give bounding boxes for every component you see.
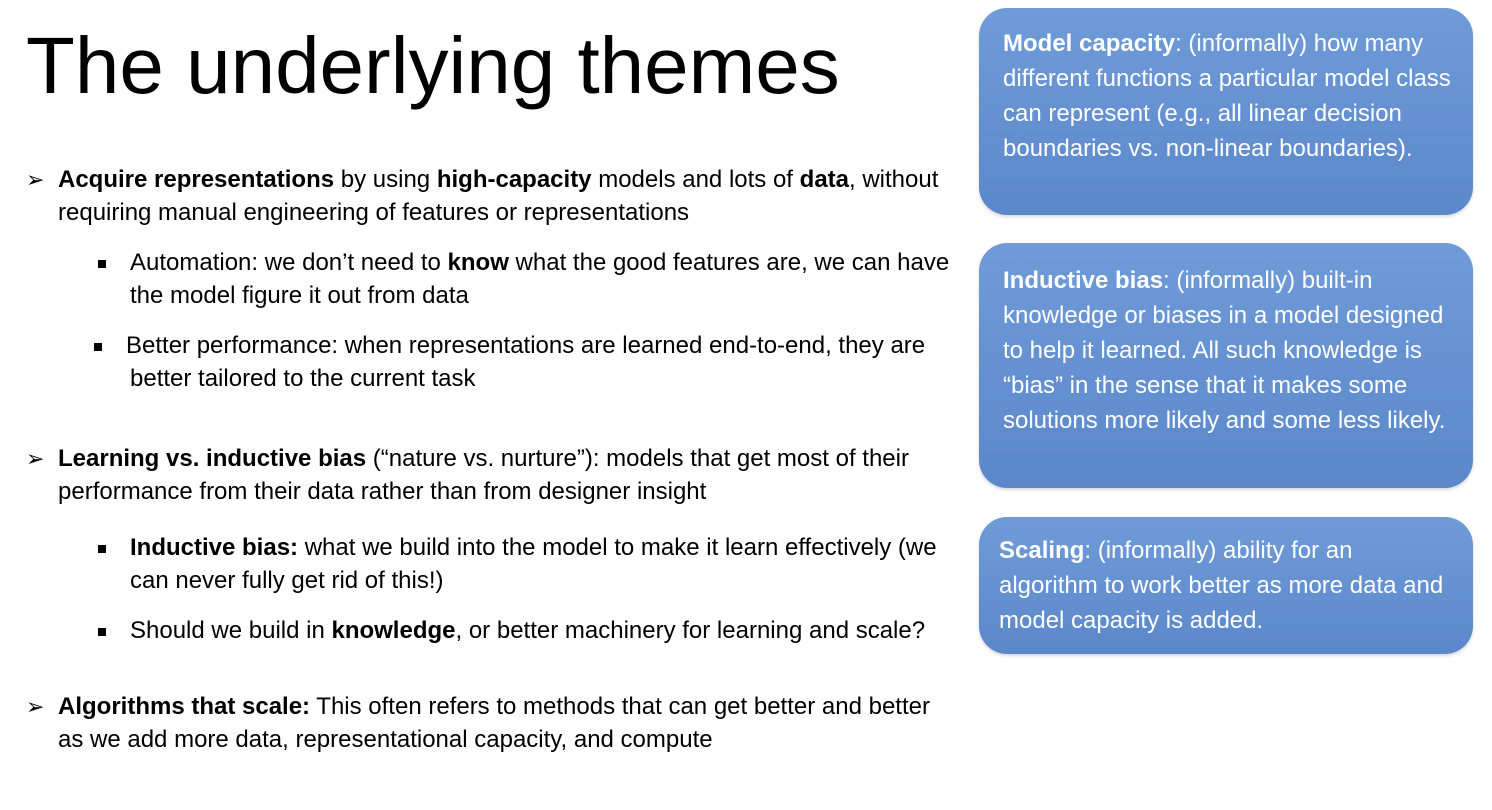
bullet-text: by using bbox=[334, 166, 437, 193]
subpoint-performance bbox=[26, 329, 956, 395]
definition-term: Scaling bbox=[999, 537, 1085, 564]
definition-box-inductive-bias bbox=[979, 243, 1473, 488]
bold-text: know bbox=[447, 249, 509, 276]
definition-box-scaling bbox=[979, 517, 1473, 654]
square-bullet-icon bbox=[98, 545, 106, 553]
bullet-point-algorithms-that-scale bbox=[26, 690, 956, 756]
bold-text: Inductive bias: bbox=[130, 534, 299, 561]
definition-term: Inductive bias bbox=[1003, 267, 1164, 294]
bullet-text: This often refers to methods that can get better and better as we add more data, representational capacity, and compute bbox=[58, 693, 930, 753]
bold-text: Algorithms that scale: bbox=[58, 693, 311, 720]
square-bullet-icon bbox=[94, 343, 102, 351]
subpoint-knowledge bbox=[26, 614, 956, 647]
bullet-point-learning-vs-bias bbox=[26, 442, 956, 508]
square-bullet-icon bbox=[98, 260, 106, 268]
bullet-list bbox=[26, 163, 956, 756]
bullet-text: (“nature vs. nurture”): models that get most of their performance from their data rather than from designer insight bbox=[58, 445, 909, 505]
bullet-point-representations bbox=[26, 163, 956, 229]
arrowhead-bullet-icon: ➢ bbox=[26, 446, 45, 471]
arrowhead-bullet-icon: ➢ bbox=[26, 167, 45, 192]
bold-text: knowledge bbox=[331, 617, 456, 644]
arrowhead-bullet-icon: ➢ bbox=[26, 694, 45, 719]
bold-text: data bbox=[799, 166, 850, 193]
bold-text: Learning vs. inductive bias bbox=[58, 445, 367, 472]
definition-text: : (informally) built-in knowledge or biases in a model designed to help it learned. All such knowledge is “bias” in the sense that it makes some solutions more likely and some less likely. bbox=[1003, 267, 1446, 434]
bold-text: Acquire representations bbox=[58, 166, 335, 193]
definition-box-model-capacity bbox=[979, 8, 1473, 215]
subpoint-automation bbox=[26, 246, 956, 312]
subpoint-text: what the good features are, we can have the model figure it out from data bbox=[130, 249, 950, 309]
square-bullet-icon bbox=[98, 628, 106, 636]
slide-title: The underlying themes bbox=[26, 21, 840, 110]
subpoint-text: what we build into the model to make it learn effectively (we can never fully get rid of this!) bbox=[130, 534, 937, 594]
subpoint-inductive-bias bbox=[26, 531, 956, 597]
definition-text: : (informally) how many different functions a particular model class can represent (e.g., all linear decision boundaries vs. non-linear boundaries). bbox=[1003, 30, 1451, 162]
bullet-text: models and lots of bbox=[591, 166, 800, 193]
bullet-text: , without requiring manual engineering of features or representations bbox=[58, 166, 939, 226]
subpoint-text: , or better machinery for learning and scale? bbox=[455, 617, 926, 644]
definition-text: : (informally) ability for an algorithm to work better as more data and model capacity is added. bbox=[999, 537, 1444, 634]
subpoint-text: Should we build in bbox=[130, 617, 332, 644]
definition-term: Model capacity bbox=[1003, 30, 1176, 57]
bold-text: high-capacity bbox=[436, 166, 592, 193]
subpoint-text: Better performance: when representations are learned end-to-end, they are better tailored to the current task bbox=[126, 332, 926, 392]
subpoint-text: Automation: we don’t need to bbox=[130, 249, 448, 276]
